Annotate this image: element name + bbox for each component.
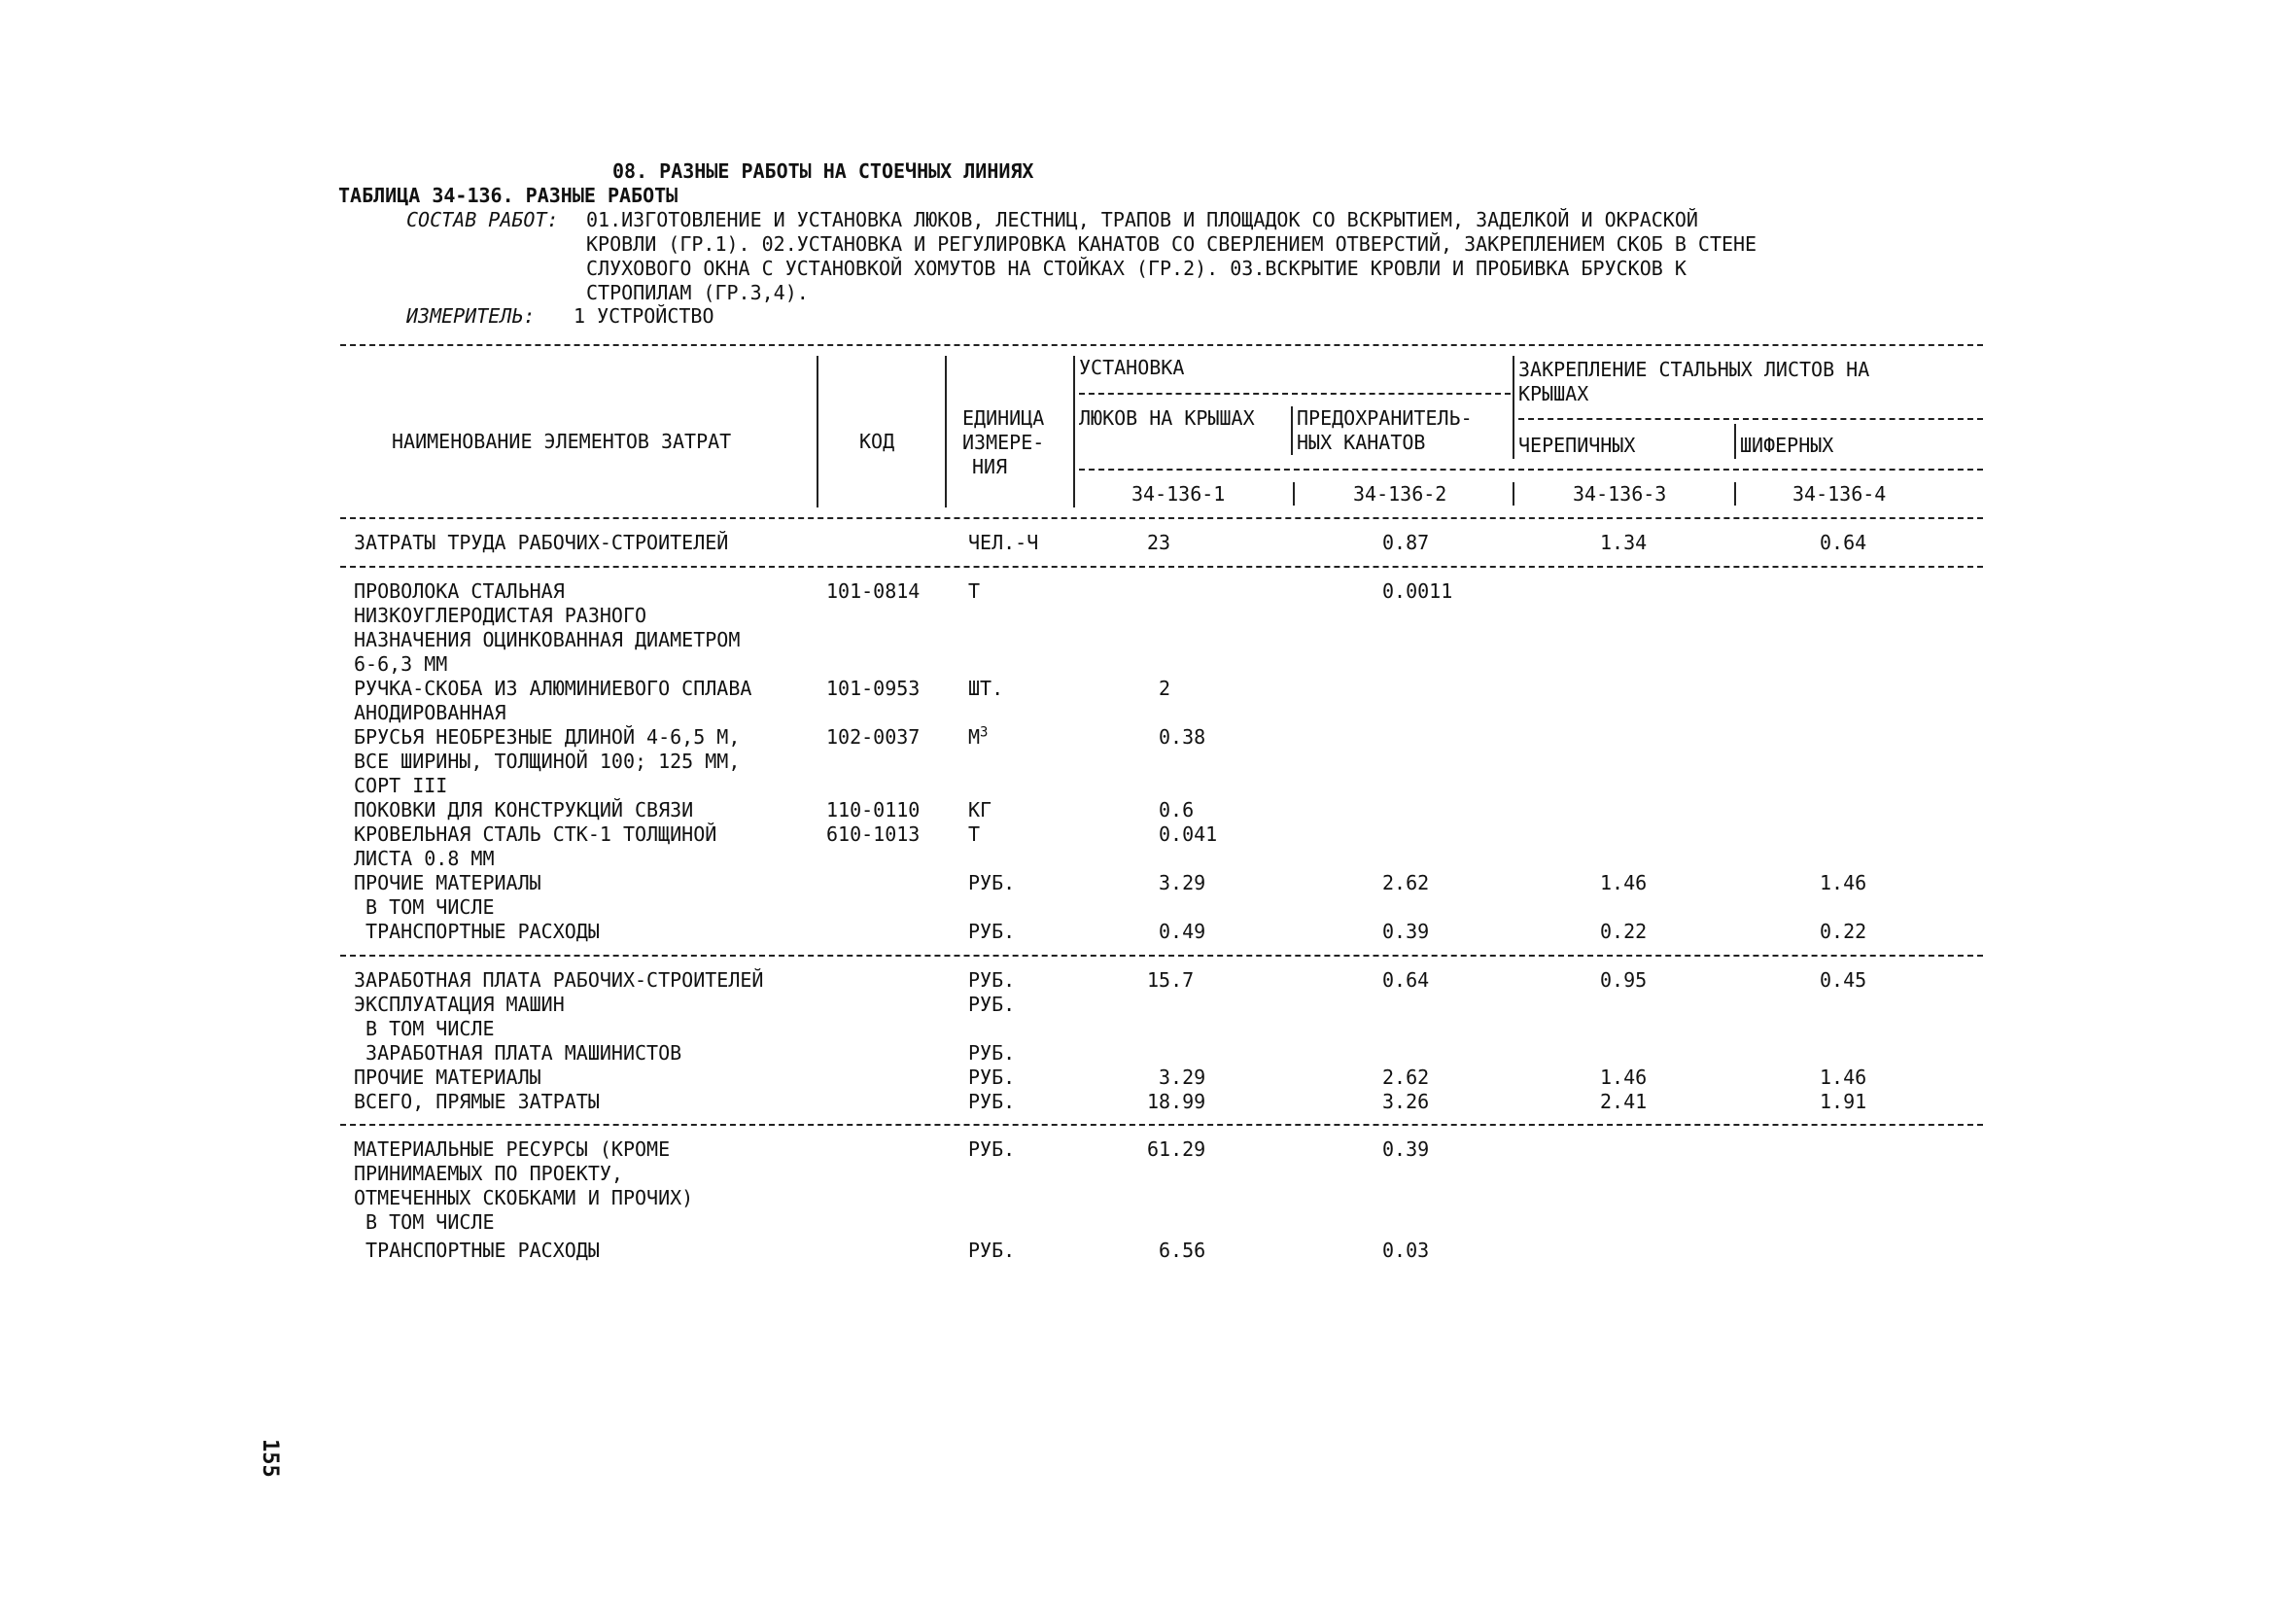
resource-name: В ТОМ ЧИСЛЕ <box>354 1210 495 1234</box>
header-rule <box>1518 418 1983 420</box>
material-value: 0.22 <box>1820 920 1867 943</box>
unit-superscript: 3 <box>980 724 989 741</box>
cost-value: 1.91 <box>1820 1090 1867 1113</box>
section-title: 08. РАЗНЫЕ РАБОТЫ НА СТОЕЧНЫХ ЛИНИЯХ <box>612 159 1034 183</box>
resource-value: 6.56 <box>1159 1239 1206 1262</box>
section-rule <box>340 566 1983 568</box>
cost-value: 0.95 <box>1600 968 1648 992</box>
column-divider <box>1513 356 1514 459</box>
material-code: 110-0110 <box>826 798 921 821</box>
material-value: 0.6 <box>1159 798 1195 821</box>
header-code-4: 34-136-4 <box>1792 482 1887 506</box>
material-code: 610-1013 <box>826 822 921 846</box>
cost-value: 15.7 <box>1147 968 1195 992</box>
header-tile: ЧЕРЕПИЧНЫХ <box>1518 434 1636 457</box>
cost-name: ЗАРАБОТНАЯ ПЛАТА РАБОЧИХ-СТРОИТЕЛЕЙ <box>354 968 764 992</box>
composition-line: 01.ИЗГОТОВЛЕНИЕ И УСТАНОВКА ЛЮКОВ, ЛЕСТНИЦ, ТРАПОВ И ПЛОЩАДОК СО ВСКРЫТИЕМ, ЗАДЕЛКОЙ И ОКРАСКОЙ <box>586 208 1698 231</box>
header-code-1: 34-136-1 <box>1131 482 1226 506</box>
header-code-3: 34-136-3 <box>1573 482 1667 506</box>
material-unit: ШТ. <box>968 677 1004 700</box>
composition-label: СОСТАВ РАБОТ: <box>406 208 559 231</box>
material-unit: РУБ. <box>968 920 1016 943</box>
column-divider <box>1513 482 1514 506</box>
material-name: ПРОВОЛОКА СТАЛЬНАЯ <box>354 579 565 603</box>
material-name: НИЗКОУГЛЕРОДИСТАЯ РАЗНОГО <box>354 604 647 627</box>
table-top-rule <box>340 344 1983 346</box>
cost-unit: РУБ. <box>968 1066 1016 1089</box>
cost-name: ПРОЧИЕ МАТЕРИАЛЫ <box>354 1066 541 1089</box>
cost-value: 3.29 <box>1159 1066 1206 1089</box>
resource-value: 61.29 <box>1147 1137 1206 1161</box>
cost-value: 2.62 <box>1382 1066 1430 1089</box>
material-value: 0.0011 <box>1382 579 1453 603</box>
material-name: АНОДИРОВАННАЯ <box>354 701 506 724</box>
unit-text: М <box>968 725 981 749</box>
material-name: БРУСЬЯ НЕОБРЕЗНЫЕ ДЛИНОЙ 4-6,5 М, <box>354 725 741 749</box>
column-divider <box>1293 482 1295 506</box>
material-name: ПОКОВКИ ДЛЯ КОНСТРУКЦИЙ СВЯЗИ <box>354 798 694 821</box>
material-value: 2.62 <box>1382 871 1430 894</box>
material-value: 3.29 <box>1159 871 1206 894</box>
cost-name: ВСЕГО, ПРЯМЫЕ ЗАТРАТЫ <box>354 1090 600 1113</box>
header-fix: ЗАКРЕПЛЕНИЕ СТАЛЬНЫХ ЛИСТОВ НА <box>1518 358 1870 381</box>
material-name: ЛИСТА 0.8 ММ <box>354 847 495 870</box>
header-install: УСТАНОВКА <box>1079 356 1185 379</box>
resource-name: ПРИНИМАЕМЫХ ПО ПРОЕКТУ, <box>354 1162 623 1185</box>
composition-line: СТРОПИЛАМ (ГР.3,4). <box>586 281 809 304</box>
material-value: 0.49 <box>1159 920 1206 943</box>
material-unit <box>968 725 988 749</box>
material-name: 6-6,3 ММ <box>354 652 448 676</box>
header-safety: ПРЕДОХРАНИТЕЛЬ- <box>1297 406 1473 430</box>
page-number: 155 <box>258 1439 282 1478</box>
header-rule <box>1079 469 1983 471</box>
material-code: 101-0814 <box>826 579 921 603</box>
column-divider <box>1291 406 1293 455</box>
resource-name: МАТЕРИАЛЬНЫЕ РЕСУРСЫ (КРОМЕ <box>354 1137 671 1161</box>
labor-unit: ЧЕЛ.-Ч <box>968 531 1039 554</box>
material-value: 2 <box>1159 677 1171 700</box>
header-name: НАИМЕНОВАНИЕ ЭЛЕМЕНТОВ ЗАТРАТ <box>392 430 732 453</box>
cost-unit: РУБ. <box>968 993 1016 1016</box>
material-value: 0.041 <box>1159 822 1218 846</box>
cost-name: В ТОМ ЧИСЛЕ <box>354 1017 495 1040</box>
meter-label: ИЗМЕРИТЕЛЬ: <box>406 304 536 328</box>
section-rule <box>340 955 1983 957</box>
material-name: ПРОЧИЕ МАТЕРИАЛЫ <box>354 871 541 894</box>
labor-value-2: 0.87 <box>1382 531 1430 554</box>
cost-value: 18.99 <box>1147 1090 1206 1113</box>
header-hatches: ЛЮКОВ НА КРЫШАХ <box>1079 406 1255 430</box>
cost-value: 1.46 <box>1600 1066 1648 1089</box>
cost-name: ЭКСПЛУАТАЦИЯ МАШИН <box>354 993 565 1016</box>
cost-unit: РУБ. <box>968 1041 1016 1065</box>
header-code: КОД <box>859 430 895 453</box>
column-divider <box>1073 356 1075 507</box>
material-unit: Т <box>968 822 981 846</box>
column-divider <box>1734 424 1736 459</box>
material-name: СОРТ III <box>354 774 448 797</box>
header-rule <box>1079 393 1511 395</box>
resource-name: ТРАНСПОРТНЫЕ РАСХОДЫ <box>354 1239 600 1262</box>
material-value: 1.46 <box>1820 871 1867 894</box>
composition-line: КРОВЛИ (ГР.1). 02.УСТАНОВКА И РЕГУЛИРОВКА КАНАТОВ СО СВЕРЛЕНИЕМ ОТВЕРСТИЙ, ЗАКРЕПЛЕНИЕМ СКОБ В СТЕНЕ <box>586 232 1757 256</box>
material-value: 0.22 <box>1600 920 1648 943</box>
resource-unit: РУБ. <box>968 1239 1016 1262</box>
cost-unit: РУБ. <box>968 968 1016 992</box>
header-code-2: 34-136-2 <box>1353 482 1447 506</box>
material-unit: КГ <box>968 798 992 821</box>
cost-value: 0.45 <box>1820 968 1867 992</box>
material-name: НАЗНАЧЕНИЯ ОЦИНКОВАННАЯ ДИАМЕТРОМ <box>354 628 741 651</box>
material-unit: РУБ. <box>968 871 1016 894</box>
material-name: В ТОМ ЧИСЛЕ <box>354 895 495 919</box>
header-safety: НЫХ КАНАТОВ <box>1297 431 1426 454</box>
cost-unit: РУБ. <box>968 1090 1016 1113</box>
section-rule <box>340 1124 1983 1126</box>
resource-name: ОТМЕЧЕННЫХ СКОБКАМИ И ПРОЧИХ) <box>354 1186 694 1209</box>
material-name: РУЧКА-СКОБА ИЗ АЛЮМИНИЕВОГО СПЛАВА <box>354 677 752 700</box>
column-divider <box>1734 482 1736 506</box>
material-unit: Т <box>968 579 981 603</box>
labor-value-1: 23 <box>1147 531 1171 554</box>
cost-value: 2.41 <box>1600 1090 1648 1113</box>
resource-unit: РУБ. <box>968 1137 1016 1161</box>
table-title: ТАБЛИЦА 34-136. РАЗНЫЕ РАБОТЫ <box>338 184 678 207</box>
material-value: 0.39 <box>1382 920 1430 943</box>
labor-value-4: 0.64 <box>1820 531 1867 554</box>
resource-value: 0.03 <box>1382 1239 1430 1262</box>
cost-value: 1.46 <box>1820 1066 1867 1089</box>
material-code: 102-0037 <box>826 725 921 749</box>
header-unit: ИЗМЕРЕ- <box>962 431 1045 454</box>
material-name: ТРАНСПОРТНЫЕ РАСХОДЫ <box>354 920 600 943</box>
column-divider <box>945 356 947 507</box>
header-bottom-rule <box>340 517 1983 519</box>
column-divider <box>817 356 818 507</box>
labor-value-3: 1.34 <box>1600 531 1648 554</box>
material-code: 101-0953 <box>826 677 921 700</box>
header-slate: ШИФЕРНЫХ <box>1740 434 1834 457</box>
cost-value: 0.64 <box>1382 968 1430 992</box>
composition-line: СЛУХОВОГО ОКНА С УСТАНОВКОЙ ХОМУТОВ НА СТОЙКАХ (ГР.2). 03.ВСКРЫТИЕ КРОВЛИ И ПРОБИВКА БРУСКОВ К <box>586 257 1687 280</box>
header-fix: КРЫШАХ <box>1518 382 1589 405</box>
material-name: КРОВЕЛЬНАЯ СТАЛЬ СТК-1 ТОЛЩИНОЙ <box>354 822 717 846</box>
resource-value: 0.39 <box>1382 1137 1430 1161</box>
cost-value: 3.26 <box>1382 1090 1430 1113</box>
meter-value: 1 УСТРОЙСТВО <box>574 304 714 328</box>
header-unit: НИЯ <box>972 455 1008 478</box>
header-unit: ЕДИНИЦА <box>962 406 1045 430</box>
labor-name: ЗАТРАТЫ ТРУДА РАБОЧИХ-СТРОИТЕЛЕЙ <box>354 531 729 554</box>
material-value: 0.38 <box>1159 725 1206 749</box>
material-name: ВСЕ ШИРИНЫ, ТОЛЩИНОЙ 100; 125 ММ, <box>354 750 741 773</box>
material-value: 1.46 <box>1600 871 1648 894</box>
cost-name: ЗАРАБОТНАЯ ПЛАТА МАШИНИСТОВ <box>354 1041 682 1065</box>
